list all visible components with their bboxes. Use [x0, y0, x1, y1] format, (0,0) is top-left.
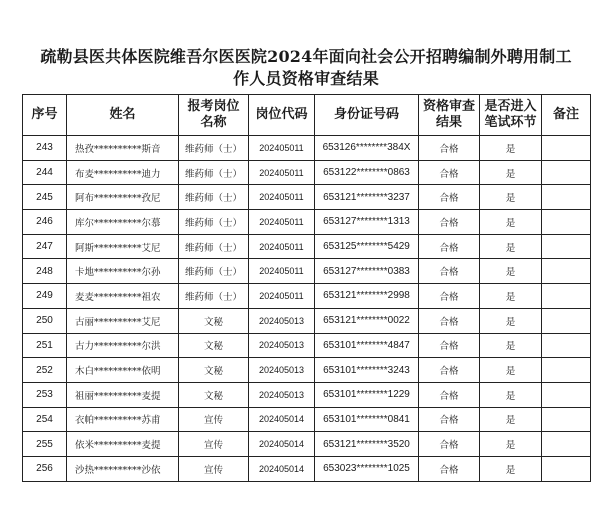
cell-name: 古力**********尔洪 — [67, 333, 179, 358]
header-result-line1: 资格审查 — [422, 99, 475, 114]
cell-name: 阿斯**********艾尼 — [67, 234, 179, 259]
cell-position: 维药师（士） — [179, 210, 249, 235]
table-row — [23, 382, 591, 407]
cell-seq: 255 — [23, 432, 67, 457]
cell-seq: 247 — [23, 234, 67, 259]
cell-id: 653127********0383 — [315, 259, 419, 284]
cell-exam: 是 — [480, 432, 542, 457]
cell-note — [542, 160, 591, 185]
cell-code: 202405014 — [249, 432, 315, 457]
cell-position: 维药师（士） — [179, 185, 249, 210]
cell-exam: 是 — [480, 308, 542, 333]
cell-code: 202405013 — [249, 382, 315, 407]
cell-position: 宣传 — [179, 432, 249, 457]
title-line-1: 疏勒县医共体医院维吾尔医医院2024年面向社会公开招聘编制外聘用制工 — [40, 47, 572, 66]
cell-id: 653121********3520 — [315, 432, 419, 457]
cell-seq: 252 — [23, 358, 67, 383]
header-position-line2: 名称 — [200, 115, 227, 130]
table-body — [23, 136, 591, 482]
cell-exam: 是 — [480, 259, 542, 284]
cell-position: 文秘 — [179, 358, 249, 383]
cell-seq: 256 — [23, 456, 67, 481]
cell-result: 合格 — [419, 333, 480, 358]
cell-note — [542, 234, 591, 259]
cell-name: 卡地**********尔孙 — [67, 259, 179, 284]
cell-name: 布麦**********迪力 — [67, 160, 179, 185]
cell-position: 文秘 — [179, 333, 249, 358]
cell-id: 653126********384X — [315, 136, 419, 161]
cell-exam: 是 — [480, 160, 542, 185]
cell-position: 维药师（士） — [179, 234, 249, 259]
cell-exam: 是 — [480, 234, 542, 259]
cell-note — [542, 136, 591, 161]
cell-position: 维药师（士） — [179, 160, 249, 185]
header-result — [419, 95, 480, 136]
cell-name: 麦麦**********祖农 — [67, 284, 179, 309]
cell-position: 宣传 — [179, 456, 249, 481]
cell-exam: 是 — [480, 456, 542, 481]
cell-code: 202405013 — [249, 308, 315, 333]
header-result-line2: 结果 — [435, 115, 462, 130]
cell-position: 文秘 — [179, 308, 249, 333]
cell-position: 文秘 — [179, 382, 249, 407]
cell-exam: 是 — [480, 284, 542, 309]
cell-id: 653125********5429 — [315, 234, 419, 259]
cell-code: 202405011 — [249, 185, 315, 210]
cell-result: 合格 — [419, 382, 480, 407]
cell-result: 合格 — [419, 136, 480, 161]
cell-id: 653121********0022 — [315, 308, 419, 333]
cell-code: 202405011 — [249, 259, 315, 284]
cell-code: 202405011 — [249, 210, 315, 235]
cell-name: 祖丽**********麦提 — [67, 382, 179, 407]
cell-note — [542, 210, 591, 235]
table-row — [23, 308, 591, 333]
cell-seq: 251 — [23, 333, 67, 358]
table-row — [23, 333, 591, 358]
cell-id: 653101********0841 — [315, 407, 419, 432]
table-row — [23, 456, 591, 481]
cell-result: 合格 — [419, 308, 480, 333]
cell-exam: 是 — [480, 407, 542, 432]
table-row — [23, 160, 591, 185]
cell-result: 合格 — [419, 358, 480, 383]
cell-seq: 246 — [23, 210, 67, 235]
table-row — [23, 210, 591, 235]
cell-position: 宣传 — [179, 407, 249, 432]
table-row — [23, 432, 591, 457]
header-code: 岗位代码 — [249, 95, 315, 136]
cell-id: 653023********1025 — [315, 456, 419, 481]
cell-result: 合格 — [419, 407, 480, 432]
cell-result: 合格 — [419, 284, 480, 309]
cell-note — [542, 333, 591, 358]
table-row — [23, 185, 591, 210]
cell-name: 库尔**********尔慕 — [67, 210, 179, 235]
header-seq: 序号 — [23, 95, 67, 136]
cell-note — [542, 185, 591, 210]
cell-exam: 是 — [480, 136, 542, 161]
cell-result: 合格 — [419, 210, 480, 235]
header-note: 备注 — [542, 95, 591, 136]
cell-seq: 250 — [23, 308, 67, 333]
cell-note — [542, 358, 591, 383]
cell-exam: 是 — [480, 382, 542, 407]
cell-id: 653121********3237 — [315, 185, 419, 210]
cell-code: 202405011 — [249, 160, 315, 185]
cell-result: 合格 — [419, 432, 480, 457]
cell-note — [542, 382, 591, 407]
table-row — [23, 284, 591, 309]
cell-result: 合格 — [419, 160, 480, 185]
cell-id: 653101********3243 — [315, 358, 419, 383]
cell-name: 热孜**********斯音 — [67, 136, 179, 161]
cell-note — [542, 259, 591, 284]
cell-seq: 249 — [23, 284, 67, 309]
cell-name: 依米**********麦提 — [67, 432, 179, 457]
cell-exam: 是 — [480, 333, 542, 358]
cell-id: 653101********1229 — [315, 382, 419, 407]
cell-name: 沙热**********沙依 — [67, 456, 179, 481]
cell-seq: 253 — [23, 382, 67, 407]
cell-exam: 是 — [480, 185, 542, 210]
cell-seq: 243 — [23, 136, 67, 161]
cell-note — [542, 456, 591, 481]
table-row — [23, 407, 591, 432]
page-title — [14, 46, 598, 90]
table-header-row — [23, 95, 591, 136]
cell-position: 维药师（士） — [179, 284, 249, 309]
cell-id: 653121********2998 — [315, 284, 419, 309]
table-row — [23, 259, 591, 284]
cell-result: 合格 — [419, 259, 480, 284]
cell-seq: 245 — [23, 185, 67, 210]
cell-id: 653101********4847 — [315, 333, 419, 358]
cell-code: 202405014 — [249, 456, 315, 481]
cell-name: 古丽**********艾尼 — [67, 308, 179, 333]
header-exam-line2: 笔试环节 — [484, 115, 537, 130]
header-name: 姓名 — [67, 95, 179, 136]
cell-note — [542, 407, 591, 432]
header-position — [179, 95, 249, 136]
header-exam-line1: 是否进入 — [484, 99, 537, 114]
cell-seq: 254 — [23, 407, 67, 432]
cell-result: 合格 — [419, 456, 480, 481]
cell-note — [542, 284, 591, 309]
cell-code: 202405013 — [249, 358, 315, 383]
cell-name: 木白**********依明 — [67, 358, 179, 383]
cell-id: 653127********1313 — [315, 210, 419, 235]
cell-note — [542, 308, 591, 333]
header-position-line1: 报考岗位 — [187, 99, 240, 114]
cell-result: 合格 — [419, 185, 480, 210]
header-id: 身份证号码 — [315, 95, 419, 136]
cell-name: 衣帕**********苏甫 — [67, 407, 179, 432]
cell-code: 202405011 — [249, 136, 315, 161]
cell-code: 202405011 — [249, 234, 315, 259]
cell-code: 202405013 — [249, 333, 315, 358]
header-exam — [480, 95, 542, 136]
cell-code: 202405011 — [249, 284, 315, 309]
cell-id: 653122********0863 — [315, 160, 419, 185]
table-row — [23, 234, 591, 259]
cell-exam: 是 — [480, 358, 542, 383]
cell-position: 维药师（士） — [179, 136, 249, 161]
title-line-2: 作人员资格审查结果 — [233, 69, 379, 88]
cell-seq: 248 — [23, 259, 67, 284]
cell-note — [542, 432, 591, 457]
cell-position: 维药师（士） — [179, 259, 249, 284]
cell-exam: 是 — [480, 210, 542, 235]
table-row — [23, 136, 591, 161]
results-table — [22, 94, 591, 482]
cell-result: 合格 — [419, 234, 480, 259]
cell-seq: 244 — [23, 160, 67, 185]
cell-name: 阿布**********孜尼 — [67, 185, 179, 210]
cell-code: 202405014 — [249, 407, 315, 432]
table-row — [23, 358, 591, 383]
